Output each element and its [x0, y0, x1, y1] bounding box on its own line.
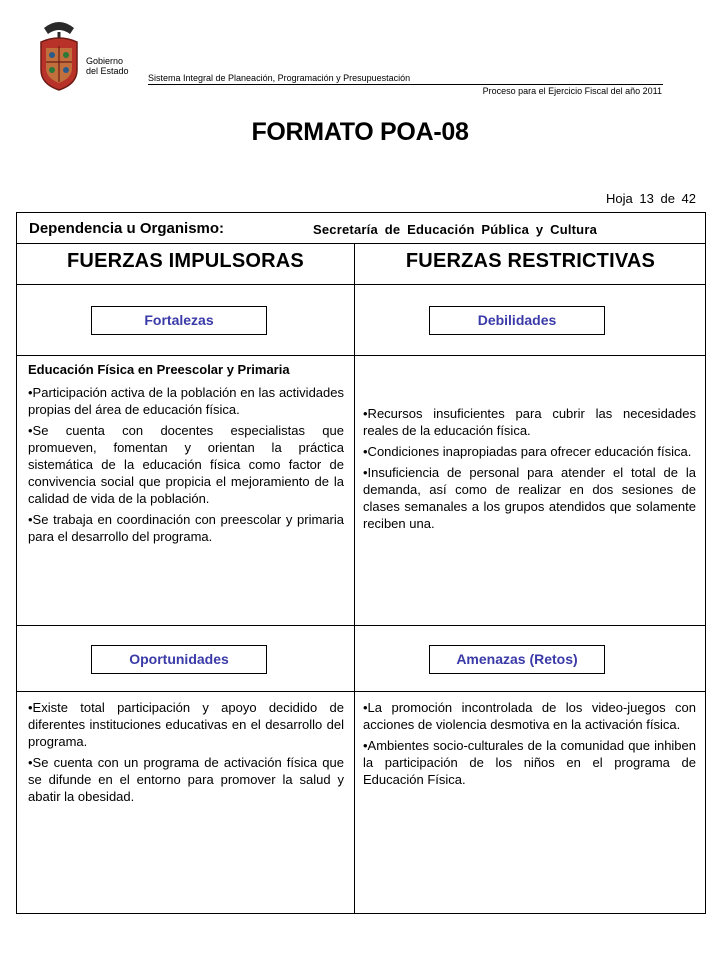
strengths-subtitle: Educación Física en Preescolar y Primaria — [28, 362, 290, 377]
strengths-content — [28, 361, 344, 549]
list-item: •Se trabaja en coordinación con preescolar y primaria para el desarrollo del programa. — [28, 512, 344, 544]
restrictive-forces-heading: FUERZAS RESTRICTIVAS — [405, 250, 656, 272]
list-item: •La promoción incontrolada de los video-juegos con acciones de violencia desmotiva en la activación física. — [363, 700, 696, 732]
list-item: •Condiciones inapropiadas para ofrecer educación física. — [363, 444, 692, 459]
state-seal-icon — [36, 18, 82, 94]
strengths-label: Fortalezas — [91, 306, 267, 335]
list-item: •Ambientes socio-culturales de la comunidad que inhiben la participación de los niños en el programa de Educación Física. — [363, 738, 696, 787]
list-item: •Insuficiencia de personal para atender el total de la demanda, así como de realizar en dos sesiones de clases semanales a los grupos atendidos que solamente reciben una. — [363, 465, 696, 531]
row-divider — [17, 284, 705, 285]
row-divider — [17, 355, 705, 356]
dependency-label: Dependencia u Organismo: — [29, 220, 225, 237]
government-line-1: Gobierno — [86, 56, 124, 66]
column-divider — [354, 243, 355, 914]
header-rule — [148, 84, 663, 85]
opportunities-label: Oportunidades — [91, 645, 267, 674]
row-divider — [17, 625, 705, 626]
opportunities-content — [28, 699, 344, 809]
list-item: •Recursos insuficientes para cubrir las necesidades reales de la educación física. — [363, 406, 696, 438]
dependency-value: Secretaría de Educación Pública y Cultura — [313, 222, 598, 237]
list-item: •Se cuenta con un programa de activación física que se difunde en el entorno para promover la salud y abatir la obesidad. — [28, 755, 344, 804]
swot-table — [16, 212, 706, 914]
format-title: FORMATO POA-08 — [251, 118, 469, 146]
driving-forces-heading: FUERZAS IMPULSORAS — [67, 250, 304, 272]
list-item: •Participación activa de la población en las actividades propias del área de educación física. — [28, 385, 344, 417]
row-divider — [17, 243, 705, 244]
threats-content — [363, 699, 696, 792]
process-label: Proceso para el Ejercicio Fiscal del año 2011 — [482, 86, 662, 96]
weaknesses-label: Debilidades — [429, 306, 605, 335]
weaknesses-content — [363, 405, 696, 536]
system-title: Sistema Integral de Planeación, Programación y Presupuestación — [148, 73, 411, 83]
government-label — [86, 56, 129, 76]
row-divider — [17, 691, 705, 692]
threats-label: Amenazas (Retos) — [429, 645, 605, 674]
sheet-number: Hoja 13 de 42 — [606, 191, 696, 206]
list-item: •Existe total participación y apoyo decidido de diferentes instituciones educativas en el desarrollo del programa. — [28, 700, 344, 749]
government-line-2: del Estado — [86, 66, 129, 76]
list-item: •Se cuenta con docentes especialistas que promueven, fomentan y orientan la práctica sistemática de la educación física como factor de convivencia social que propicia el mejoramiento de la calidad de vida de la población. — [28, 423, 344, 506]
